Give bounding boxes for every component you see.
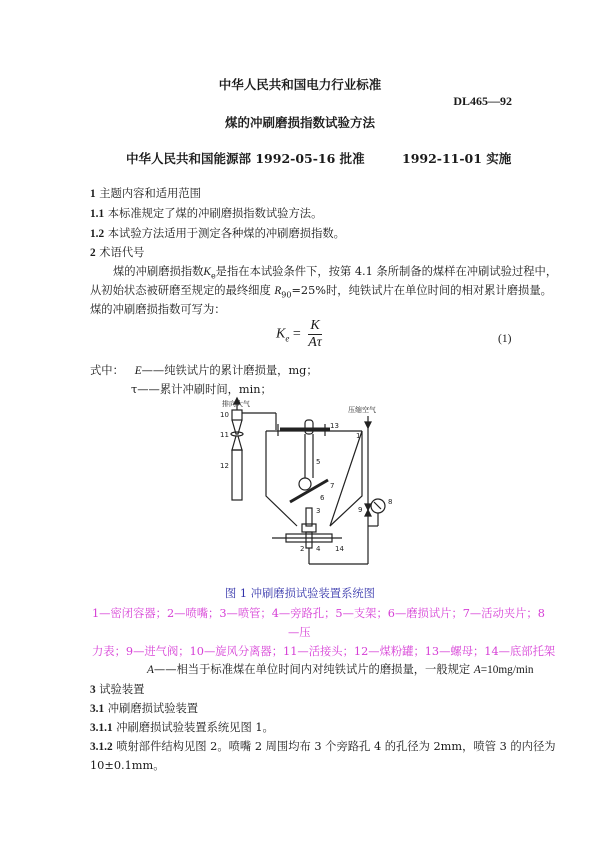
- section-number: 1: [90, 188, 96, 200]
- svg-text:压缩空气: 压缩空气: [348, 406, 376, 414]
- section-text: 本试验方法适用于测定各种煤的冲刷磨损指数。: [107, 227, 345, 240]
- section-text: 主题内容和适用范围: [99, 187, 201, 200]
- figure-legend-line-1: 1—密闭容器；2—喷嘴；3—喷管；4—旁路孔；5—支架；6—磨损试片；7—活动夹片；8: [92, 607, 545, 620]
- section-2-heading: [90, 244, 144, 260]
- subscript: 90: [281, 290, 292, 300]
- figure-legend-line-3: 力表；9—进气阀；10—旋风分离器；11—活接头；12—煤粉罐；13—螺母；14—底部托架: [92, 645, 556, 658]
- section-3-1-2-continued: 10±0.1mm。: [90, 759, 165, 772]
- document-title: 煤的冲刷磨损指数试验方法: [224, 115, 375, 130]
- diagram-svg: [200, 396, 400, 576]
- section-3-heading: [90, 681, 144, 697]
- text: 从初始状态被研磨至规定的最终细度: [90, 284, 275, 297]
- note-text: ——相当于标准煤在单位时间内对纯铁试片的磨损量，一般规定: [153, 663, 474, 676]
- symbol-tau: τ: [131, 383, 138, 396]
- section-text: 本标准规定了煤的冲刷磨损指数试验方法。: [107, 207, 323, 220]
- symbol-r: R: [274, 285, 282, 297]
- symbol-k: K: [203, 266, 211, 278]
- section-text: 试验装置: [99, 683, 145, 696]
- svg-text:7: 7: [330, 482, 335, 490]
- text: =25%时，纯铁试片在单位时间的相对累计磨损量。: [291, 284, 552, 297]
- svg-text:12: 12: [220, 462, 229, 470]
- apparatus-diagram: [200, 396, 400, 576]
- section-1-1: [90, 205, 322, 221]
- approval-info: 中华人民共和国能源部 1992-05-16 批准: [126, 151, 365, 166]
- svg-text:2: 2: [300, 545, 305, 553]
- section-3-1: [90, 700, 198, 716]
- figure-legend-line-2: —压: [288, 626, 311, 639]
- note-value: =10mg/min: [480, 664, 534, 676]
- section-text: 冲刷磨损试验装置: [107, 702, 199, 715]
- where-line-1: [90, 362, 318, 378]
- definition-paragraph-line-3: 煤的冲刷磨损指数可写为：: [90, 303, 226, 316]
- section-1-2: [90, 225, 345, 241]
- symbol-e: E: [134, 365, 142, 377]
- svg-text:6: 6: [320, 494, 325, 502]
- symbol-a: A: [473, 664, 481, 676]
- svg-text:3: 3: [316, 507, 321, 515]
- note-a: [147, 661, 534, 677]
- formula-lhs: K: [276, 326, 286, 342]
- formula-lhs-sub: e: [285, 333, 290, 344]
- section-3-1-2: [90, 738, 556, 754]
- symbol-a: A: [147, 664, 154, 676]
- formula-fraction: [308, 318, 322, 351]
- svg-text:4: 4: [316, 545, 321, 553]
- section-text: 冲刷磨损试验装置系统见图 1。: [116, 721, 274, 734]
- svg-text:10: 10: [220, 411, 229, 419]
- svg-text:13: 13: [330, 422, 339, 430]
- standard-title: 中华人民共和国电力行业标准: [218, 77, 382, 92]
- section-number: 3: [90, 684, 96, 696]
- svg-text:14: 14: [335, 545, 344, 553]
- section-number: 3.1: [90, 703, 105, 715]
- section-number: 3.1.1: [90, 722, 113, 734]
- formula-denominator: Aτ: [308, 335, 322, 350]
- figure-caption: 图 1 冲刷磨损试验装置系统图: [225, 587, 375, 600]
- definition-paragraph-line-2: [90, 282, 552, 299]
- svg-text:1: 1: [356, 432, 361, 440]
- where-label: 式中：: [90, 364, 124, 377]
- subscript: e: [210, 271, 216, 281]
- where-text: ——累计冲刷时间，min；: [137, 383, 272, 396]
- svg-text:8: 8: [388, 498, 393, 506]
- text: 是指在本试验条件下，按第 4.1 条所制备的煤样在冲刷试验过程中，: [215, 265, 558, 278]
- formula: [276, 318, 322, 351]
- section-text: 喷射部件结构见图 2。喷嘴 2 周围均布 3 个旁路孔 4 的孔径为 2mm，喷管 3 的内径为: [116, 740, 556, 753]
- text: 煤的冲刷磨损指数: [113, 265, 204, 278]
- svg-text:11: 11: [220, 431, 229, 439]
- where-text: ——纯铁试片的累计磨损量，mg；: [141, 364, 318, 377]
- section-number: 1.2: [90, 228, 105, 240]
- where-line-2: [131, 381, 272, 397]
- section-number: 2: [90, 247, 96, 259]
- svg-text:5: 5: [316, 458, 321, 466]
- section-number: 1.1: [90, 208, 105, 220]
- section-1-heading: [90, 185, 201, 201]
- formula-numerator: K: [308, 318, 322, 335]
- section-text: 术语代号: [99, 246, 145, 259]
- svg-text:排向大气: 排向大气: [222, 400, 250, 408]
- svg-text:9: 9: [358, 506, 363, 514]
- section-number: 3.1.2: [90, 741, 113, 753]
- standard-code: DL465—92: [453, 94, 512, 108]
- definition-paragraph-line-1: [113, 263, 557, 280]
- implementation-date: 1992-11-01 实施: [402, 151, 512, 166]
- formula-eq: =: [292, 326, 301, 342]
- equation-number: (1): [498, 333, 512, 345]
- section-3-1-1: [90, 719, 274, 735]
